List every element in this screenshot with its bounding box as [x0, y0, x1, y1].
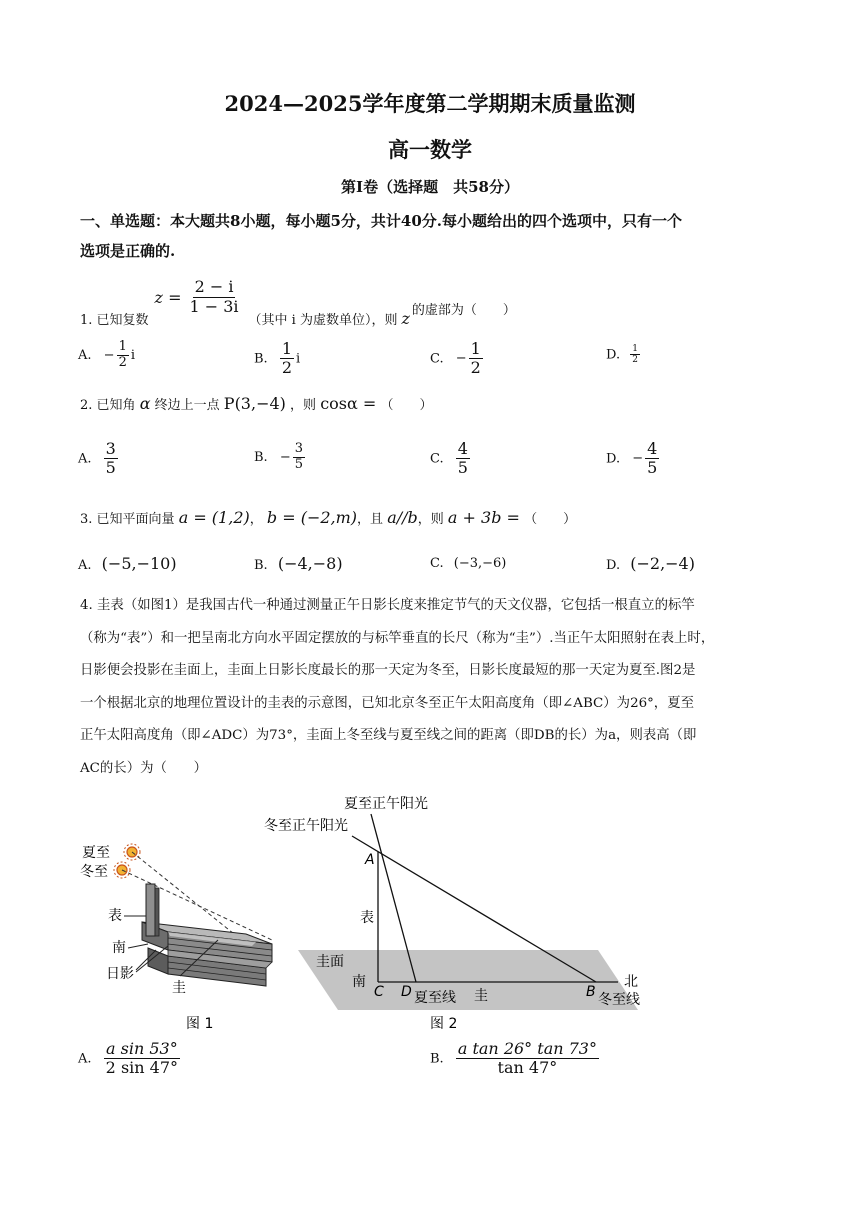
option-fraction: [104, 440, 118, 478]
fig2-label-biao: 表: [360, 910, 374, 926]
q3-text4: （ ）: [524, 512, 577, 527]
option-label: B.: [254, 558, 268, 573]
q1-text2: （其中 i 为虚数单位），则: [248, 313, 398, 328]
numerator: a sin 53°: [105, 1039, 178, 1058]
denominator: 2: [118, 354, 127, 370]
denominator: 2: [632, 355, 638, 366]
option-label: B.: [254, 351, 268, 367]
fig2-label-gui: 圭: [474, 988, 488, 1004]
imag-unit: i: [296, 351, 301, 367]
q4-line: 4. 圭表（如图1）是我国古代一种通过测量正午日影长度来推定节气的天文仪器，它包括一根直立的标竿: [80, 598, 695, 613]
fig2-label-north: 北: [624, 974, 638, 990]
section-heading-line1: 一、单选题：本大题共8小题，每小题5分，共计40分.每小题给出的四个选项中，只有一个: [80, 212, 682, 230]
option-fraction: [456, 440, 470, 478]
option-fraction: [630, 344, 640, 366]
q4-line: 正午太阳高度角（即∠ADC）为73°，圭面上冬至线与夏至线之间的距离（即DB的长）为a，则表高（即: [80, 728, 697, 743]
option-fraction: [456, 1040, 599, 1078]
q2-cos: cosα =: [320, 394, 377, 413]
q2-option-c[interactable]: [430, 440, 472, 478]
option-label: D.: [606, 558, 621, 573]
fig2-label-guimian: 圭面: [316, 954, 344, 970]
q3-option-b[interactable]: [254, 554, 343, 573]
q3-vector-b: b = (−2,m): [266, 508, 358, 527]
q1-denominator: 1 − 3i: [189, 296, 239, 316]
q2-option-d[interactable]: [606, 440, 661, 478]
denominator: 5: [647, 458, 658, 478]
option-sign: −: [279, 449, 291, 465]
option-label: A.: [78, 558, 92, 573]
option-value: (−3,−6): [453, 556, 507, 571]
option-fraction: [293, 442, 305, 473]
option-label: C.: [430, 351, 444, 367]
option-label: D.: [606, 451, 621, 467]
fig2-label-winter-light: 冬至正午阳光: [264, 818, 348, 834]
q1-prefix: 1. 已知复数: [80, 313, 149, 328]
numerator: 1: [470, 339, 481, 358]
fig2-label-C: C: [374, 984, 384, 1000]
q1-z: z =: [154, 287, 182, 307]
q3-text3: ，则: [417, 512, 444, 527]
option-fraction: [104, 1040, 180, 1078]
q3-prefix: 3. 已知平面向量: [80, 512, 175, 527]
q4-option-a[interactable]: [78, 1040, 182, 1078]
exam-title: 2024—2025学年度第二学期期末质量监测: [224, 91, 636, 116]
option-value: (−2,−4): [630, 554, 695, 573]
question-4: [80, 590, 780, 785]
q2-option-a[interactable]: [78, 440, 120, 478]
q2-point: P(3,−4): [223, 394, 286, 413]
denominator: 5: [105, 458, 116, 478]
fig2-label-south: 南: [352, 974, 366, 990]
option-fraction: [280, 340, 294, 378]
option-label: D.: [606, 347, 621, 363]
denominator: 2: [281, 358, 293, 378]
imag-unit: i: [130, 347, 136, 363]
question-2: [80, 394, 432, 413]
q2-prefix: 2. 已知角: [80, 398, 136, 413]
question-1: [80, 277, 516, 332]
q3-text2: ，且: [357, 512, 384, 527]
option-label: C.: [430, 451, 444, 467]
option-label: B.: [254, 449, 268, 465]
option-sign: −: [103, 347, 115, 363]
option-label: C.: [430, 556, 444, 571]
q3-parallel: a//b: [387, 508, 418, 527]
fig1-label-south: 南: [112, 940, 126, 956]
exam-subject: 高一数学: [388, 137, 472, 162]
q1-option-d[interactable]: [606, 344, 642, 366]
fig1-label-biao: 表: [108, 908, 122, 924]
q1-numerator: 2 − i: [194, 277, 234, 297]
fig1-caption: 图 1: [186, 1016, 214, 1032]
option-fraction: [469, 340, 483, 378]
denominator: 2 sin 47°: [105, 1058, 179, 1078]
option-sign: −: [632, 451, 644, 467]
numerator: 4: [647, 439, 658, 458]
q3-option-a[interactable]: [78, 554, 177, 573]
q2-text2: 终边上一点: [154, 398, 220, 413]
biao-pole: [146, 884, 159, 936]
option-value: (−5,−10): [101, 554, 177, 573]
part-title: 第Ⅰ卷（选择题 共58分）: [341, 178, 519, 196]
option-fraction: [117, 340, 129, 371]
numerator: 1: [281, 339, 293, 358]
option-sign: −: [455, 351, 467, 367]
section-heading-line2: 选项是正确的.: [80, 242, 176, 260]
q1-option-a[interactable]: [78, 340, 135, 371]
figure-2: [256, 790, 656, 1038]
option-label: A.: [78, 451, 92, 467]
q4-option-b[interactable]: [430, 1040, 601, 1078]
gui-base: [142, 922, 272, 986]
option-fraction: [645, 440, 659, 478]
option-label: B.: [430, 1051, 444, 1067]
fig1-label-winter: 冬至: [80, 864, 108, 880]
q2-alpha: α: [139, 394, 151, 413]
numerator: 1: [118, 339, 127, 354]
section-heading: [80, 206, 780, 266]
numerator: 3: [105, 439, 116, 458]
option-label: A.: [78, 1051, 92, 1067]
fig1-label-shadow: 日影: [106, 966, 134, 982]
q4-line: 一个根据北京的地理位置设计的圭表的示意图，已知北京冬至正午太阳高度角（即∠ABC）为26°，夏至: [80, 695, 694, 711]
numerator: 1: [632, 344, 638, 354]
numerator: 4: [457, 439, 468, 458]
guimian-plane: [298, 950, 638, 1010]
numerator: 3: [294, 441, 304, 456]
q1-option-c[interactable]: [430, 340, 485, 378]
q1-option-b[interactable]: [254, 340, 300, 378]
q3-expression: a + 3b =: [447, 508, 520, 527]
q4-line: 日影便会投影在圭面上，圭面上日影长度最长的那一天定为冬至，日影长度最短的那一天定为夏至.图2是: [80, 663, 696, 678]
fig2-label-summer-line: 夏至线: [414, 990, 456, 1006]
q3-vector-a: a = (1,2): [178, 508, 250, 527]
q3-separator: ，: [249, 512, 263, 527]
q2-option-b[interactable]: [254, 442, 307, 473]
fig2-label-summer-light: 夏至正午阳光: [344, 796, 428, 812]
option-value: (−4,−8): [277, 554, 343, 573]
denominator: tan 47°: [497, 1058, 558, 1078]
fig2-label-winter-line: 冬至线: [598, 992, 640, 1008]
q1-text3: 的虚部为（ ）: [411, 303, 516, 318]
fig2-label-B: B: [586, 984, 596, 1000]
q3-option-c[interactable]: [430, 556, 506, 571]
denominator: 5: [294, 456, 304, 472]
q4-line: （称为“表”）和一把呈南北方向水平固定摆放的与标竿垂直的长尺（称为“圭”）.当正午太阳照射在表上时，: [80, 630, 715, 646]
denominator: 2: [470, 358, 481, 378]
q4-line: AC的长）为（ ）: [80, 760, 208, 776]
fig2-caption: 图 2: [430, 1016, 458, 1032]
fig1-label-gui: 圭: [172, 980, 186, 996]
q1-fraction: [187, 278, 240, 316]
fig1-label-summer: 夏至: [82, 845, 110, 861]
q1-formula: [155, 278, 243, 316]
option-label: A.: [78, 347, 92, 363]
numerator: a tan 26° tan 73°: [457, 1039, 597, 1058]
denominator: 5: [457, 458, 468, 478]
q2-text4: （ ）: [380, 398, 433, 413]
q2-text3: ，则: [290, 398, 317, 413]
q3-option-d[interactable]: [606, 554, 695, 573]
fig2-label-D: D: [401, 984, 412, 1000]
fig2-label-A: A: [365, 852, 375, 868]
question-3: [80, 508, 576, 527]
q1-zvar: z: [401, 309, 410, 328]
